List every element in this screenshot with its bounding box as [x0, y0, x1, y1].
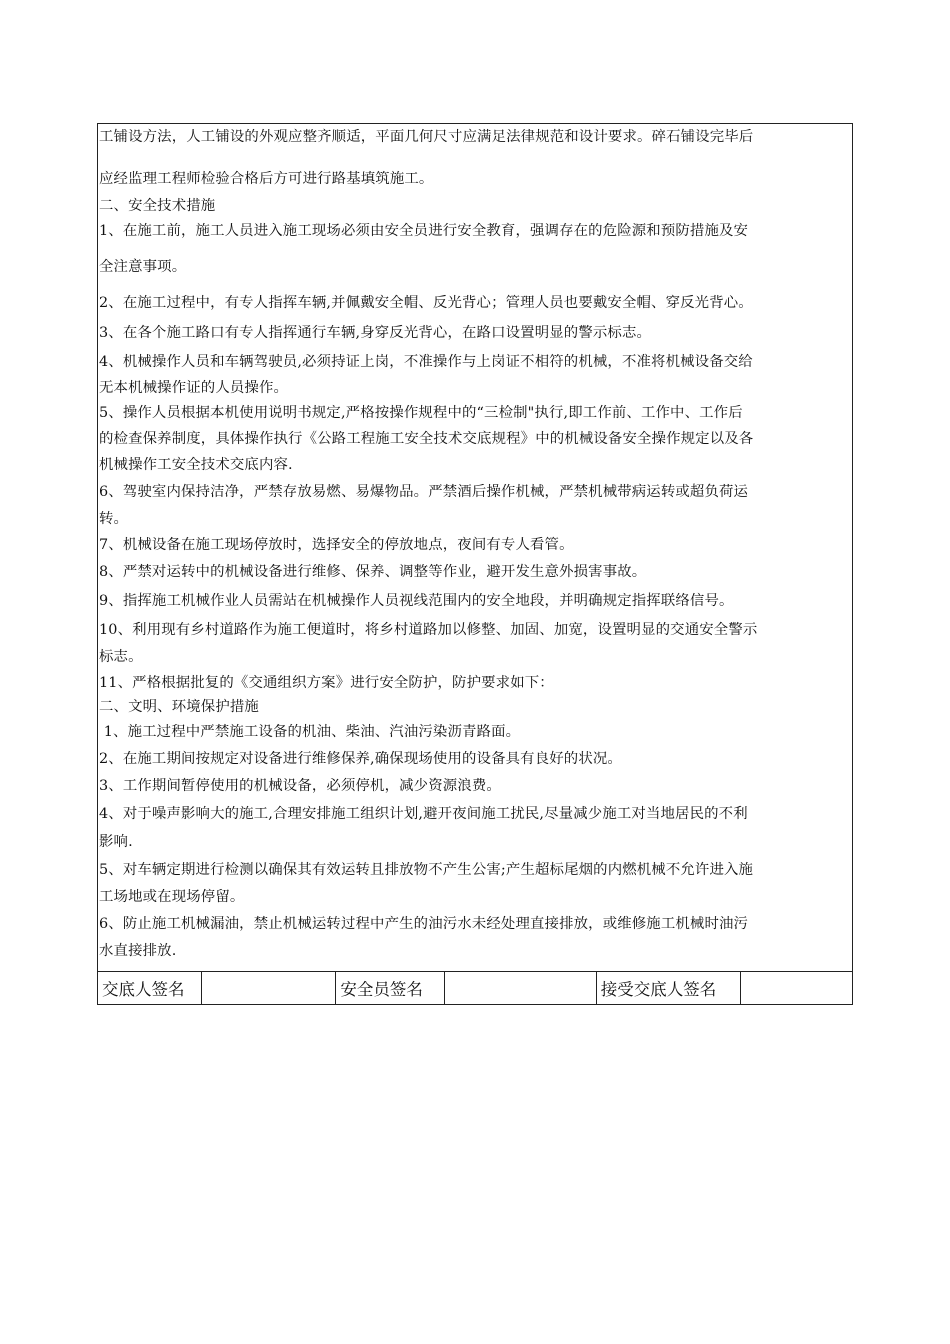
paragraph-line: 4、对于噪声影响大的施工,合理安排施工组织计划,避开夜间施工扰民,尽量减少施工对当地居民的不利 — [99, 806, 748, 822]
paragraph-line: 影响. — [99, 834, 133, 850]
section-heading: 二、文明、环境保护措施 — [99, 699, 259, 715]
paragraph-line: 1、施工过程中严禁施工设备的机油、柴油、汽油污染沥青路面。 — [99, 724, 521, 740]
paragraph-line: 3、工作期间暂停使用的机械设备，必须停机，减少资源浪费。 — [99, 778, 501, 794]
safety-officer-signature-label: 安全员签名 — [336, 972, 445, 1004]
paragraph-line: 标志。 — [99, 649, 143, 665]
paragraph-line: 7、机械设备在施工现场停放时，选择安全的停放地点，夜间有专人看管。 — [99, 537, 574, 553]
paragraph-line: 9、指挥施工机械作业人员需站在机械操作人员视线范围内的安全地段，并明确规定指挥联络信号。 — [99, 593, 734, 609]
paragraph-line: 的检查保养制度，具体操作执行《公路工程施工安全技术交底规程》中的机械设备安全操作规定以及各 — [99, 431, 754, 447]
paragraph-line: 6、防止施工机械漏油，禁止机械运转过程中产生的油污水未经处理直接排放，或维修施工机械时油污 — [99, 916, 749, 932]
receiver-signature-field[interactable] — [741, 972, 852, 1004]
paragraph-line: 1、在施工前，施工人员进入施工现场必须由安全员进行安全教育，强调存在的危险源和预防措施及安 — [99, 223, 749, 239]
receiver-signature-label: 接受交底人签名 — [597, 972, 742, 1004]
paragraph-line: 10、利用现有乡村道路作为施工便道时，将乡村道路加以修整、加固、加宽，设置明显的交通安全警示 — [99, 622, 758, 638]
signature-row — [97, 971, 853, 1005]
presenter-signature-label: 交底人签名 — [98, 972, 202, 1004]
section-heading: 二、安全技术措施 — [99, 198, 216, 214]
paragraph-line: 全注意事项。 — [99, 259, 187, 275]
paragraph-line: 应经监理工程师检验合格后方可进行路基填筑施工。 — [99, 171, 434, 187]
paragraph-line: 5、对车辆定期进行检测以确保其有效运转且排放物不产生公害;产生超标尾烟的内燃机械不允许进入施 — [99, 862, 754, 878]
paragraph-line: 工场地或在现场停留。 — [99, 889, 245, 905]
paragraph-line: 无本机械操作证的人员操作。 — [99, 380, 289, 396]
paragraph-line: 3、在各个施工路口有专人指挥通行车辆,身穿反光背心，在路口设置明显的警示标志。 — [99, 325, 652, 341]
paragraph-line: 8、严禁对运转中的机械设备进行维修、保养、调整等作业，避开发生意外损害事故。 — [99, 564, 647, 580]
paragraph-line: 5、操作人员根据本机使用说明书规定,严格按操作规程中的“三检制"执行,即工作前、工作中、工作后 — [99, 405, 743, 421]
paragraph-line: 机械操作工安全技术交底内容. — [99, 457, 293, 473]
paragraph-line: 11、严格根据批复的《交通组织方案》进行安全防护，防护要求如下： — [99, 675, 554, 691]
paragraph-line: 工铺设方法，人工铺设的外观应整齐顺适，平面几何尺寸应满足法律规范和设计要求。碎石铺设完毕后 — [99, 129, 754, 145]
paragraph-line: 2、在施工期间按规定对设备进行维修保养,确保现场使用的设备具有良好的状况。 — [99, 751, 622, 767]
content-cell — [97, 123, 853, 971]
paragraph-line: 6、驾驶室内保持洁净，严禁存放易燃、易爆物品。严禁酒后操作机械，严禁机械带病运转或超负荷运 — [99, 484, 749, 500]
paragraph-line: 转。 — [99, 511, 129, 527]
paragraph-line: 水直接排放. — [99, 943, 177, 959]
document-page — [97, 123, 853, 1005]
paragraph-line: 4、机械操作人员和车辆驾驶员,必须持证上岗，不准操作与上岗证不相符的机械，不准将机械设备交给 — [99, 354, 753, 370]
safety-officer-signature-field[interactable] — [445, 972, 597, 1004]
paragraph-line: 2、在施工过程中，有专人指挥车辆,并佩戴安全帽、反光背心；管理人员也要戴安全帽、穿反光背心。 — [99, 295, 753, 311]
presenter-signature-field[interactable] — [202, 972, 337, 1004]
